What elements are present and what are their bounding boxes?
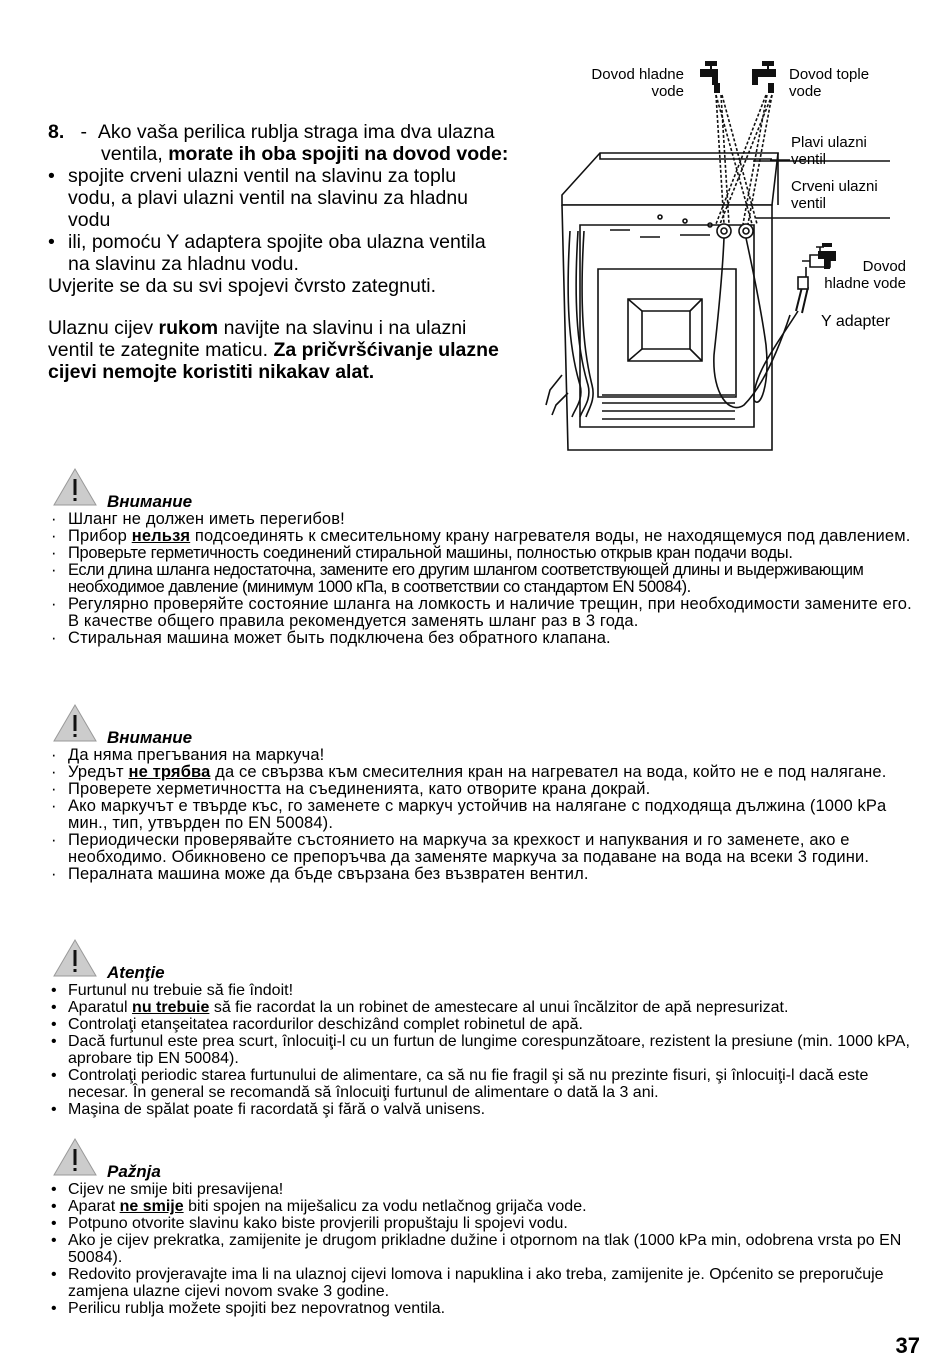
list-item: • Perilicu rublja možete spojiti bez nepovratnog ventila. [51, 1300, 446, 1317]
step-dash: - [80, 121, 88, 143]
para2-line2 [48, 339, 548, 361]
step-8-intro-cont [48, 143, 548, 165]
list-item: · Регулярно проверяйте состояние шланга на ломкость и наличие трещин, при необходимости замените его. В качестве общего правила рекомендуется заменять шланг раз в 3 года. [51, 595, 912, 630]
list-item: • Cijev ne smije biti presavijena! [51, 1181, 284, 1198]
para2-bold: cijevi nemojte koristiti nikakav alat. [48, 361, 375, 383]
warning-ru [48, 467, 918, 647]
list-item: · Пералната машина може да бъде свързана без възвратен вентил. [51, 865, 589, 883]
label-cold-water-supply-2: Dovod hladne vode [824, 258, 906, 292]
list-item: · Шланг не должен иметь перегибов! [51, 510, 345, 528]
bullet1-line: spojite crveni ulazni ventil na slavinu za toplu [68, 165, 457, 187]
label-hot-water-supply: Dovod tople vode [789, 66, 870, 100]
list-item: • Furtunul nu trebuie să fie îndoit! [51, 982, 294, 999]
warning-list [48, 1181, 918, 1317]
para2-text: navijte na slavinu i na ulazni [218, 317, 467, 339]
bullet-hot-cold [48, 165, 548, 231]
intro-text-cont: ventila, [101, 143, 169, 165]
warning-triangle-icon [52, 1137, 98, 1177]
list-item: · Проверете херметичността на съединенията, като отворите крана докрай. [51, 780, 651, 798]
bullet-dot: • [48, 165, 55, 187]
para2-text: Ulaznu cijev [48, 317, 159, 339]
para2-bold: rukom [158, 317, 219, 339]
warning-list [48, 982, 918, 1118]
label-y-adapter: Y adapter [821, 313, 891, 330]
warning-triangle-icon [52, 467, 98, 507]
bullet1-line: vodu [68, 209, 111, 231]
list-item: • Redovito provjeravajte ima li na ulaznoj cijevi lomova i napuklina i ako treba, zamijenite je. Općenito se preporučuje zamjena ulazne cijevi novom svake 3 godine. [51, 1266, 884, 1300]
warning-title: Внимание [107, 728, 193, 747]
para2-line3 [48, 361, 548, 383]
label-red-inlet-valve: Crveni ulazni ventil [791, 178, 878, 212]
label-blue-inlet-valve: Plavi ulazni ventil [791, 134, 867, 168]
para2-line1 [48, 317, 548, 339]
label-cold-water-supply: Dovod hladne vode [591, 66, 684, 100]
warning-title: Внимание [107, 492, 193, 511]
list-item: • Ako je cijev prekratka, zamijenite je drugom prikladne dužine i otpornom na tlak (1000 kPa min, odobrena vrsta po EN 50084). [51, 1232, 902, 1266]
intro-text: Ako vaša perilica rublja straga ima dva ulazna [97, 121, 495, 143]
warning-header [48, 703, 918, 747]
list-item: · Ако маркучът е твърде къс, го заменете с маркуч устойчив на налягане с подходяща дължина (1000 kPa мин., тип, утвърден по EN 50084). [51, 797, 887, 832]
list-item: · Если длина шланга недостаточна, замените его другим шлангом соответствующей длины и выдерживающим необходимое давление (минимум 1000 кПа, в соответствии со стандартом EN 50084). [51, 561, 864, 596]
list-item: · Да няма прегъвания на маркуча! [51, 746, 325, 764]
bullet2-line: ili, pomoću Y adaptera spojite oba ulazna ventila [68, 231, 486, 253]
warning-triangle-icon [52, 703, 98, 743]
warning-title: Atenţie [107, 963, 165, 982]
list-item: • Potpuno otvorite slavinu kako biste provjerili propuštaju li spojevi vodu. [51, 1215, 568, 1232]
list-item: • Controlaţi etanşeitatea racordurilor deschizând complet robinetul de apă. [51, 1016, 583, 1033]
warning-title: Pažnja [107, 1162, 161, 1181]
warning-header [48, 467, 918, 511]
warning-ro [48, 938, 918, 1118]
check-connections-text: Uvjerite se da su svi spojevi čvrsto zategnuti. [48, 275, 437, 297]
bullet-y-adapter [48, 231, 548, 275]
list-item: • Aparatul nu trebuie să fie racordat la un robinet de amestecare al unui încălzitor de apă nepresurizat. [51, 999, 789, 1016]
warning-bg [48, 703, 918, 883]
bullet-dot: • [48, 231, 55, 253]
list-item: · Стиральная машина может быть подключена без обратного клапана. [51, 629, 611, 647]
list-item: • Aparat ne smije biti spojen na miješalicu za vodu netlačnog grijača vode. [51, 1198, 587, 1215]
bullet2-line: na slavinu za hladnu vodu. [68, 253, 299, 275]
intro-bold: morate ih oba spojiti na dovod vode: [168, 143, 509, 165]
list-item: • Dacă furtunul este prea scurt, înlocuiţi-l cu un furtun de lungime corespunzătoare, rezistent la presiune (min. 1000 kPA, aprobare tip EN 50084). [51, 1033, 910, 1067]
step-8-intro [48, 121, 548, 143]
list-item: · Прибор нельзя подсоединять к смесительному крану нагревателя воды, не находящемуся под давлением. [51, 527, 911, 545]
warning-list [48, 747, 918, 883]
step-8-instructions [48, 121, 548, 383]
list-item: · Периодически проверявайте състоянието на маркуча за крехкост и напуквания и го заменете, ако е необходимо. Обикновено се препоръчва да заменяте маркуча за подаване на вода на всеки 3 години. [51, 831, 870, 866]
warning-triangle-icon [52, 938, 98, 978]
warning-hr [48, 1137, 918, 1317]
washing-machine-diagram [540, 55, 940, 460]
page-number: 37 [895, 1333, 920, 1358]
list-item: • Controlaţi periodic starea furtunului de alimentare, ca să nu fie fragil şi să nu prezinte fisuri, şi înlocuiţi-l dacă este necesar. În general se recomandă să înlocuiţi furtunul de alimentare o dată la 3 ani. [51, 1067, 869, 1101]
list-item: · Проверьте герметичность соединений стиральной машины, полностью открыв кран подачи воды. [51, 544, 793, 562]
bullet1-line: vodu, a plavi ulazni ventil na slavinu za hladnu [68, 187, 469, 209]
para2-bold: Za pričvršćivanje ulazne [273, 339, 499, 361]
list-item: • Maşina de spălat poate fi racordată şi fără o valvă unisens. [51, 1101, 486, 1118]
warning-list [48, 511, 918, 647]
list-item: · Уредът не трябва да се свързва към смесителния кран на нагревател на вода, който не е под налягане. [51, 763, 887, 781]
warning-header [48, 1137, 918, 1181]
para2-text: ventil te zategnite maticu. [48, 339, 274, 361]
step-number: 8. [48, 121, 65, 143]
warning-header [48, 938, 918, 982]
